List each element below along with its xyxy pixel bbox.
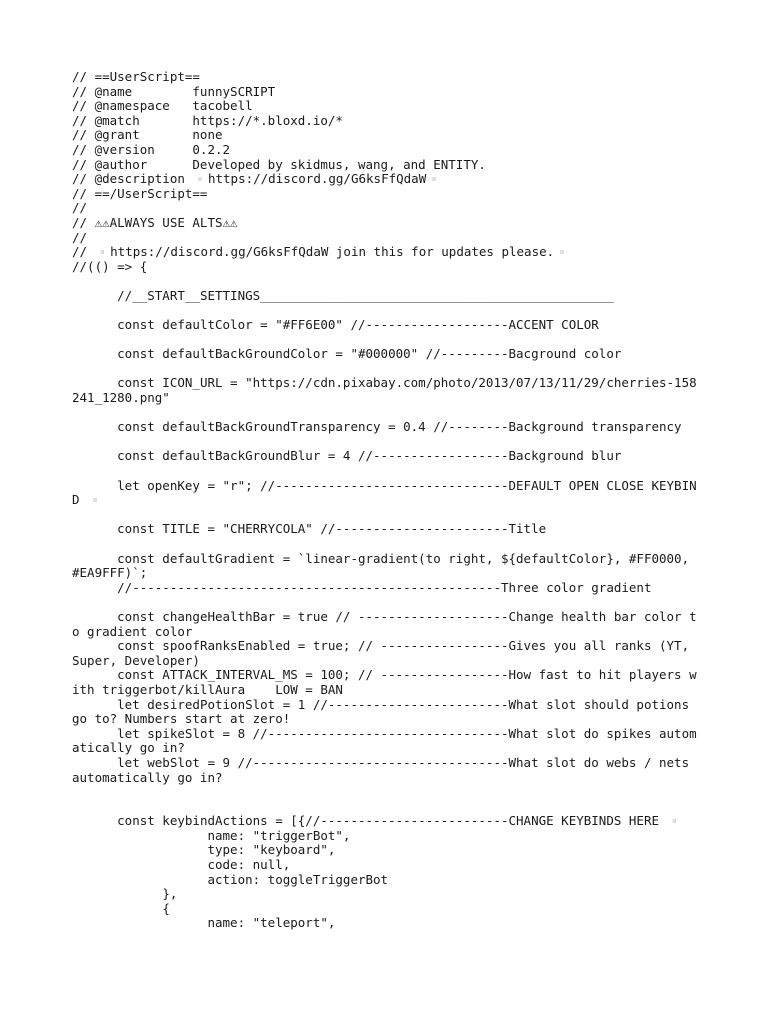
code-line — [72, 435, 702, 450]
code-line: // @version 0.2.2 — [72, 141, 231, 157]
code-line: type: "keyboard", — [72, 842, 336, 858]
code-line: name: "teleport", — [72, 915, 336, 931]
code-line: code: null, — [72, 857, 291, 873]
code-line: let openKey = "r"; //-------------------------------DEFAULT OPEN CLOSE KEYBIND ▫️ — [72, 477, 697, 508]
code-line: // ▫️https://discord.gg/G6ksFfQdaW join this for updates please.▫️ — [72, 244, 570, 260]
code-line: //-------------------------------------------------Three color gradient — [72, 579, 652, 595]
code-line: const changeHealthBar = true // --------------------Change health bar color to gradient color — [72, 608, 697, 639]
code-line: // @namespace tacobell — [72, 98, 253, 114]
code-line: }, — [72, 886, 178, 902]
code-line: // ==UserScript== — [72, 69, 200, 84]
code-line: const defaultGradient = `linear-gradient(to right, ${defaultColor}, #FF0000, #EA9FFF)`; — [72, 550, 697, 581]
code-line — [72, 595, 702, 610]
code-line: const TITLE = "CHERRYCOLA" //-----------------------Title — [72, 521, 547, 537]
code-line: let webSlot = 9 //----------------------------------What slot do webs / nets automatically go in? — [72, 754, 697, 785]
code-line: const ATTACK_INTERVAL_MS = 100; // -----------------How fast to hit players with triggerbot/killAura LOW = BAN — [72, 667, 697, 697]
code-line: let desiredPotionSlot = 1 //------------------------What slot should potions go to? Numbers start at zero! — [72, 696, 697, 727]
code-line — [72, 464, 702, 479]
code-line: // @author Developed by skidmus, wang, and ENTITY. — [72, 156, 486, 172]
code-line: name: "triggerBot", — [72, 827, 351, 843]
code-line: const ICON_URL = "https://cdn.pixabay.com/photo/2013/07/13/11/29/cherries-158241_1280.png" — [72, 375, 697, 406]
code-line: const keybindActions = [{//-------------------------CHANGE KEYBINDS HERE ▫️ — [72, 813, 683, 829]
code-line: // @description ▫️https://discord.gg/G6ksFfQdaW▫️ — [72, 171, 442, 187]
code-line: // @name funnySCRIPT — [72, 83, 276, 99]
code-line: // @grant none — [72, 127, 223, 143]
code-line: //__START__SETTINGS_______________________________________________ — [72, 287, 614, 303]
code-line — [72, 362, 702, 377]
code-line — [72, 537, 702, 552]
code-line: const defaultBackGroundBlur = 4 //------------------Background blur — [72, 448, 622, 464]
code-line — [72, 406, 702, 421]
code-line — [72, 785, 702, 800]
code-line: // @match https://*.bloxd.io/* — [72, 112, 343, 128]
code-line — [72, 274, 702, 289]
code-line: { — [72, 900, 170, 916]
code-line: const defaultColor = "#FF6E00" //-------------------ACCENT COLOR — [72, 317, 599, 333]
code-line: const defaultBackGroundColor = "#000000" //---------Bacground color — [72, 346, 622, 362]
code-line: // — [72, 229, 88, 245]
code-line — [72, 800, 702, 815]
userscript-document — [72, 70, 702, 931]
code-line: //(() => { — [72, 258, 148, 274]
code-line — [72, 304, 702, 319]
code-line: action: toggleTriggerBot — [72, 871, 389, 887]
code-line: const defaultBackGroundTransparency = 0.4 //--------Background transparency — [72, 419, 682, 435]
code-line: let spikeSlot = 8 //--------------------------------What slot do spikes automatically go in? — [72, 725, 697, 756]
code-line: // ==/UserScript== — [72, 185, 208, 201]
code-line: // ⚠⚠ALWAYS USE ALTS⚠⚠ — [72, 214, 238, 230]
code-line — [72, 333, 702, 348]
code-line — [72, 508, 702, 523]
code-line: // — [72, 200, 88, 216]
code-line: const spoofRanksEnabled = true; // -----------------Gives you all ranks (YT, Super, Developer) — [72, 638, 697, 668]
